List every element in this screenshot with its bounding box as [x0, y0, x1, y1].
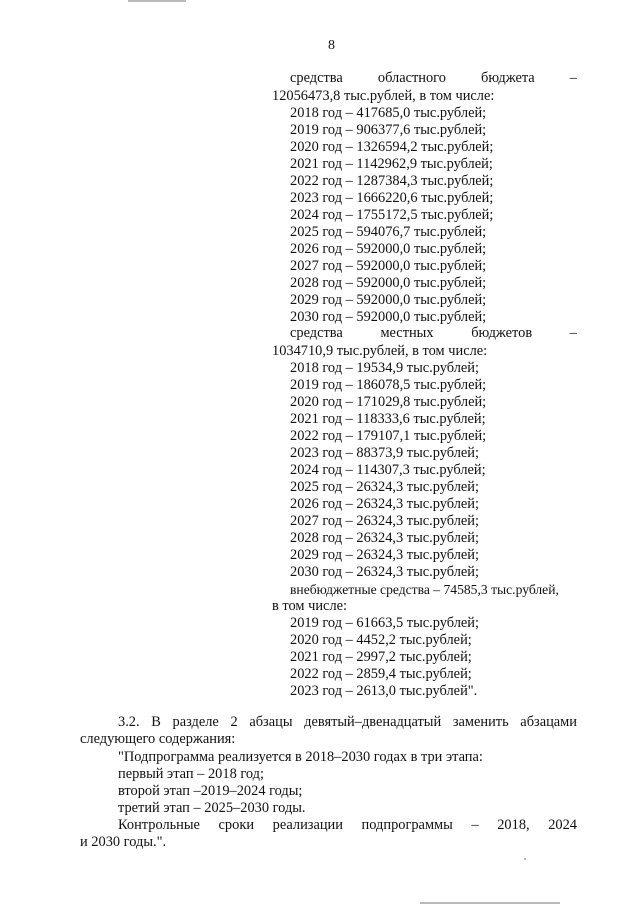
regional-budget-year: 2028 год – 592000,0 тыс.рублей; [290, 275, 487, 291]
regional-budget-year: 2021 год – 1142962,9 тыс.рублей; [290, 156, 493, 172]
local-budget-year: 2026 год – 26324,3 тыс.рублей; [290, 496, 479, 512]
stage-third: третий этап – 2025–2030 годы. [118, 800, 306, 816]
section-3-2-continuation: следующего содержания: [80, 731, 236, 747]
local-budget-year: 2019 год – 186078,5 тыс.рублей; [290, 377, 487, 393]
local-budget-heading: средства местных бюджетов – [290, 325, 577, 341]
local-budget-year: 2024 год – 114307,3 тыс.рублей; [290, 462, 486, 478]
regional-budget-year: 2027 год – 592000,0 тыс.рублей; [290, 258, 487, 274]
extrabudgetary-year: 2023 год – 2613,0 тыс.рублей". [290, 683, 478, 699]
extrabudgetary-year: 2022 год – 2859,4 тыс.рублей; [290, 666, 472, 682]
regional-budget-year: 2020 год – 1326594,2 тыс.рублей; [290, 139, 494, 155]
extrabudgetary-year: 2019 год – 61663,5 тыс.рублей; [290, 615, 479, 631]
regional-budget-year: 2022 год – 1287384,3 тыс.рублей; [290, 173, 494, 189]
quoted-text-start: "Подпрограмма реализуется в 2018–2030 годах в три этапа: [118, 749, 483, 765]
local-budget-year: 2025 год – 26324,3 тыс.рублей; [290, 479, 479, 495]
control-deadlines: Контрольные сроки реализации подпрограммы – 2018, 2024 [118, 817, 577, 833]
local-budget-total: 1034710,9 тыс.рублей, в том числе: [272, 343, 488, 359]
regional-budget-year: 2024 год – 1755172,5 тыс.рублей; [290, 207, 494, 223]
regional-budget-year: 2025 год – 594076,7 тыс.рублей; [290, 224, 487, 240]
regional-budget-heading: средства областного бюджета – [290, 70, 577, 86]
extrabudgetary-heading: внебюджетные средства – 74585,3 тыс.рублей, [290, 582, 559, 597]
scan-mark-dot [524, 858, 526, 860]
local-budget-year: 2027 год – 26324,3 тыс.рублей; [290, 513, 479, 529]
control-deadlines-continuation: и 2030 годы.". [80, 834, 167, 850]
local-budget-year: 2020 год – 171029,8 тыс.рублей; [290, 394, 487, 410]
page-number: 8 [328, 38, 335, 53]
regional-budget-year: 2018 год – 417685,0 тыс.рублей; [290, 105, 487, 121]
regional-budget-year: 2030 год – 592000,0 тыс.рублей; [290, 309, 487, 325]
local-budget-year: 2018 год – 19534,9 тыс.рублей; [290, 360, 479, 376]
extrabudgetary-year: 2021 год – 2997,2 тыс.рублей; [290, 649, 472, 665]
regional-budget-year: 2019 год – 906377,6 тыс.рублей; [290, 122, 487, 138]
local-budget-year: 2021 год – 118333,6 тыс.рублей; [290, 411, 486, 427]
regional-budget-year: 2026 год – 592000,0 тыс.рублей; [290, 241, 487, 257]
scan-mark-bottom [420, 902, 560, 904]
extrabudgetary-year: 2020 год – 4452,2 тыс.рублей; [290, 632, 472, 648]
local-budget-year: 2028 год – 26324,3 тыс.рублей; [290, 530, 479, 546]
section-3-2-paragraph: 3.2. В разделе 2 абзацы девятый–двенадцатый заменить абзацами [118, 714, 577, 730]
regional-budget-year: 2023 год – 1666220,6 тыс.рублей; [290, 190, 494, 206]
extrabudgetary-subheading: в том числе: [272, 598, 348, 614]
local-budget-year: 2029 год – 26324,3 тыс.рублей; [290, 547, 479, 563]
regional-budget-year: 2029 год – 592000,0 тыс.рублей; [290, 292, 487, 308]
local-budget-year: 2023 год – 88373,9 тыс.рублей; [290, 445, 479, 461]
stage-first: первый этап – 2018 год; [118, 766, 264, 782]
stage-second: второй этап –2019–2024 годы; [118, 783, 303, 799]
local-budget-year: 2030 год – 26324,3 тыс.рублей; [290, 564, 479, 580]
scan-mark-top [128, 0, 186, 2]
regional-budget-total: 12056473,8 тыс.рублей, в том числе: [272, 88, 495, 104]
local-budget-year: 2022 год – 179107,1 тыс.рублей; [290, 428, 487, 444]
